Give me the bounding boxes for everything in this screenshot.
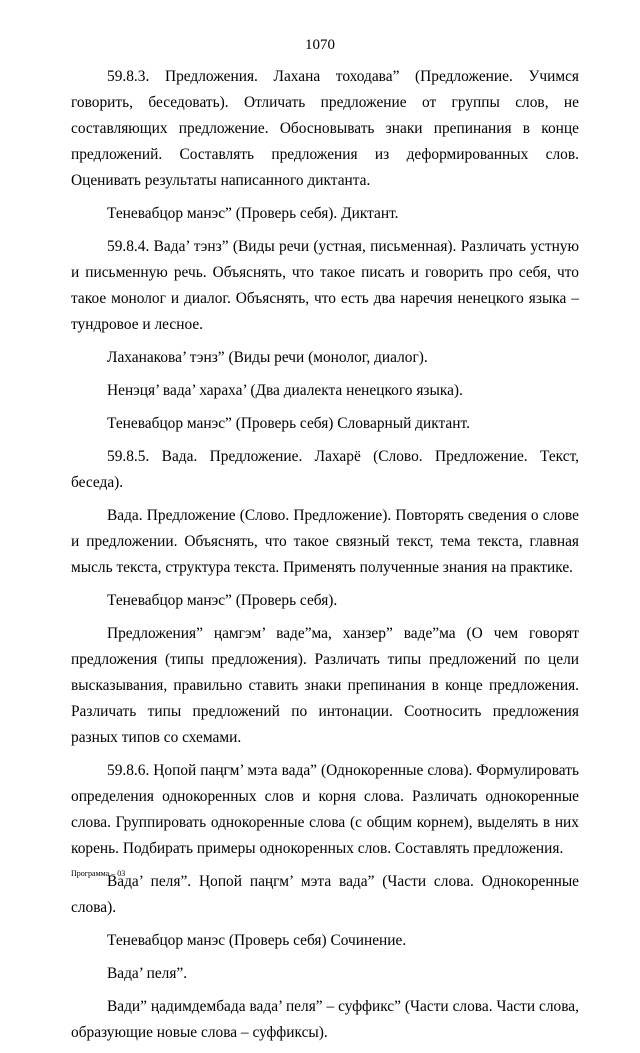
- paragraph-59-8-3: 59.8.3. Предложения. Лахана тоходава” (Предложение. Учимся говорить, беседовать). Отличать предложение от группы слов, не составляющих предложение. Обосновывать знаки препинания в конце предложений. Составлять предложения из деформированных слов. Оценивать результаты написанного диктанта.: [71, 68, 579, 189]
- paragraph-self-check-vocab: Теневабцор манэс” (Проверь себя) Словарный диктант.: [107, 415, 470, 432]
- paragraph-self-check: Теневабцор манэс” (Проверь себя).: [107, 592, 338, 609]
- paragraph-word-sentence: Вада. Предложение (Слово. Предложение). Повторять сведения о слове и предложении. Объяснять, что такое связный текст, тема текста, главная мысль текста, структура текста. Применять полученные знания на практике.: [71, 507, 579, 576]
- paragraph-sentence-types: Предложения” ңамгэм’ ваде”ма, ханзер” ваде”ма (О чем говорят предложения (типы предложения). Различать типы предложений по цели высказывания, правильно ставить знаки препинания в конце предложения. Различать типы предложений по интонации. Соотносить предложения разных типов со схемами.: [71, 625, 579, 746]
- paragraph-59-8-4: 59.8.4. Вада’ тэнз” (Виды речи (устная, письменная). Различать устную и письменную речь. Объяснять, что такое писать и говорить про себя, что такое монолог и диалог. Объяснять, что есть два наречия ненецкого языка – тундровое и лесное.: [71, 238, 579, 333]
- paragraph-59-8-6: 59.8.6. Ңопой паңгм’ мэта вада” (Однокоренные слова). Формулировать определения однокоренных слов и корня слова. Различать однокоренные слова. Группировать однокоренные слова (с общим корнем), выделять в них корень. Подбирать примеры однокоренных слов. Составлять предложения.: [71, 762, 579, 857]
- paragraph-self-check-essay: Теневабцор манэс (Проверь себя) Сочинение.: [107, 932, 407, 949]
- paragraph-dialects: Ненэця’ вада’ хараха’ (Два диалекта ненецкого языка).: [107, 382, 463, 399]
- paragraph-59-8-5: 59.8.5. Вада. Предложение. Лахарё (Слово. Предложение. Текст, беседа).: [71, 448, 579, 491]
- page-footer: Программа – 03: [71, 869, 126, 878]
- paragraph-suffixes: Вади” ңадимдембада вада’ пеля” – суффикс” (Части слова. Части слова, образующие новые слова – суффиксы).: [71, 998, 579, 1041]
- paragraph-speech-types: Лаханакова’ тэнз” (Виды речи (монолог, диалог).: [107, 349, 428, 366]
- paragraph-self-check-dictation: Теневабцор манэс” (Проверь себя). Диктант.: [107, 205, 399, 222]
- page-number: 1070: [305, 37, 335, 53]
- paragraph-word-parts: Вада’ пеля”. Ңопой паңгм’ мэта вада” (Части слова. Однокоренные слова).: [71, 873, 579, 916]
- paragraph-word-parts-short: Вада’ пеля”.: [107, 965, 188, 982]
